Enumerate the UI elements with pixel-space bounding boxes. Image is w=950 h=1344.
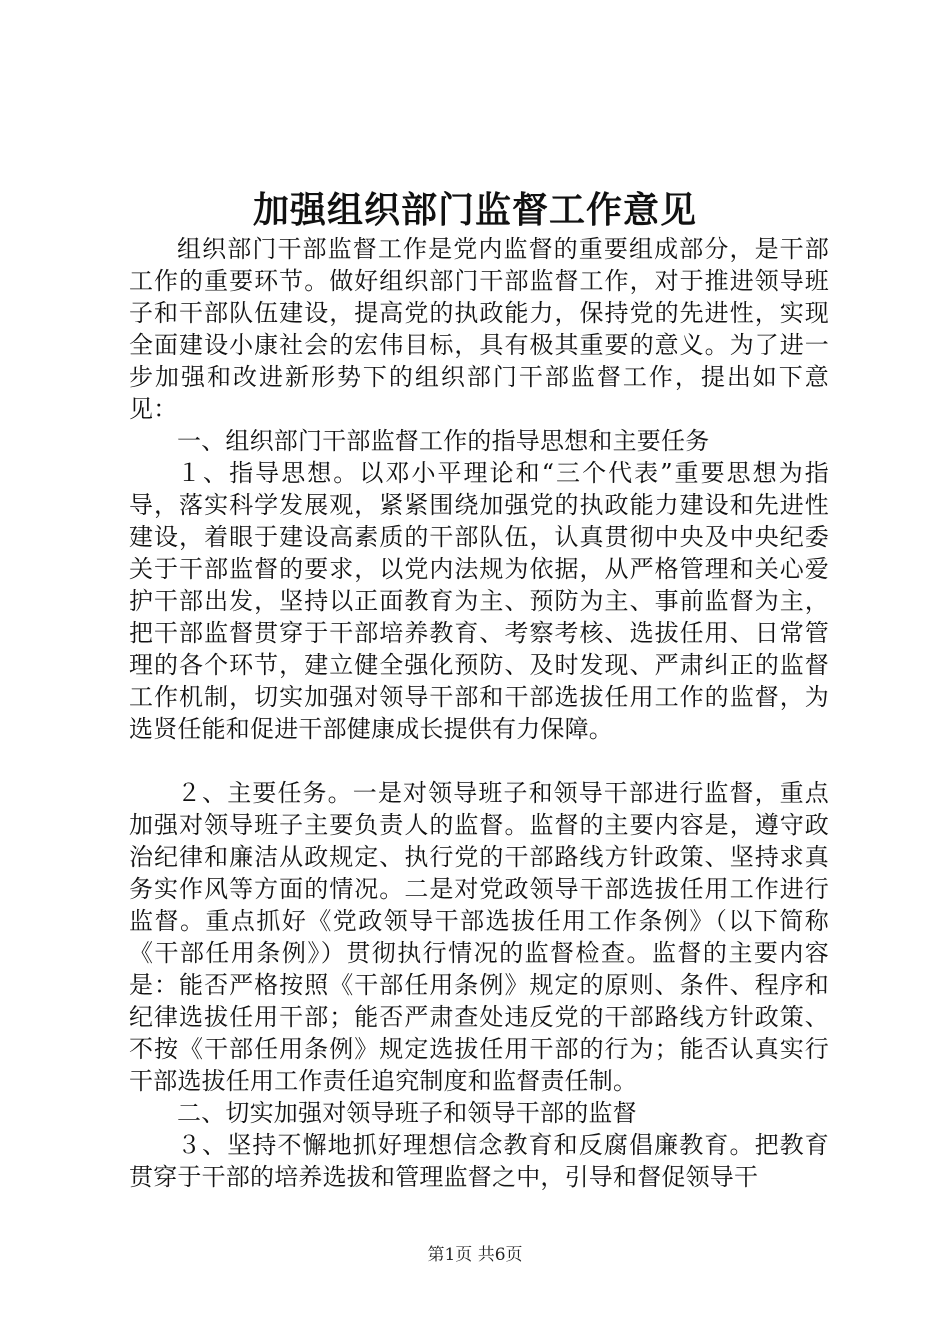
page-footer: 第1页 共6页: [427, 1245, 523, 1265]
section-heading-1: 一、组织部门干部监督工作的指导思想和主要任务: [177, 427, 710, 455]
paragraph-guiding-ideology: １、指导思想。以邓小平理论和“三个代表”重要思想为指导，落实科学发展观，紧紧围绕加强党的执政能力建设和先进性建设，着眼于建设高素质的干部队伍，认真贯彻中央及中央纪委关于干部监督的要求，以党内法规为依据，从严格管理和关心爱护干部出发，坚持以正面教育为主、预防为主、事前监督为主，把干部监督贯穿于干部培养教育、考察考核、选拔任用、日常管理的各个环节，建立健全强化预防、及时发现、严肃纠正的监督工作机制，切实加强对领导干部和干部选拔任用工作的监督，为选贤任能和促进干部健康成长提供有力保障。: [129, 459, 829, 743]
paragraph-main-tasks: ２、主要任务。一是对领导班子和领导干部进行监督，重点加强对领导班子主要负责人的监督。监督的主要内容是，遵守政治纪律和廉洁从政规定、执行党的干部路线方针政策、坚持求真务实作风等方面的情况。二是对党政领导干部选拔任用工作进行监督。重点抓好《党政领导干部选拔任用工作条例》（以下简称《干部任用条例》）贯彻执行情况的监督检查。监督的主要内容是：能否严格按照《干部任用条例》规定的原则、条件、程序和纪律选拔任用干部；能否严肃查处违反党的干部路线方针政策、不按《干部任用条例》规定选拔任用干部的行为；能否认真实行干部选拔任用工作责任追究制度和监督责任制。: [129, 779, 829, 1095]
document-title: 加强组织部门监督工作意见: [252, 189, 697, 231]
intro-paragraph: 组织部门干部监督工作是党内监督的重要组成部分，是干部工作的重要环节。做好组织部门干部监督工作，对于推进领导班子和干部队伍建设，提高党的执政能力，保持党的先进性，实现全面建设小康社会的宏伟目标，具有极其重要的意义。为了进一步加强和改进新形势下的组织部门干部监督工作，提出如下意见：: [129, 235, 829, 423]
paragraph-education: ３、坚持不懈地抓好理想信念教育和反腐倡廉教育。把教育贯穿于干部的培养选拔和管理监督之中，引导和督促领导干: [129, 1131, 829, 1191]
section-heading-2: 二、切实加强对领导班子和领导干部的监督: [177, 1099, 637, 1127]
document-body: [129, 233, 829, 1193]
